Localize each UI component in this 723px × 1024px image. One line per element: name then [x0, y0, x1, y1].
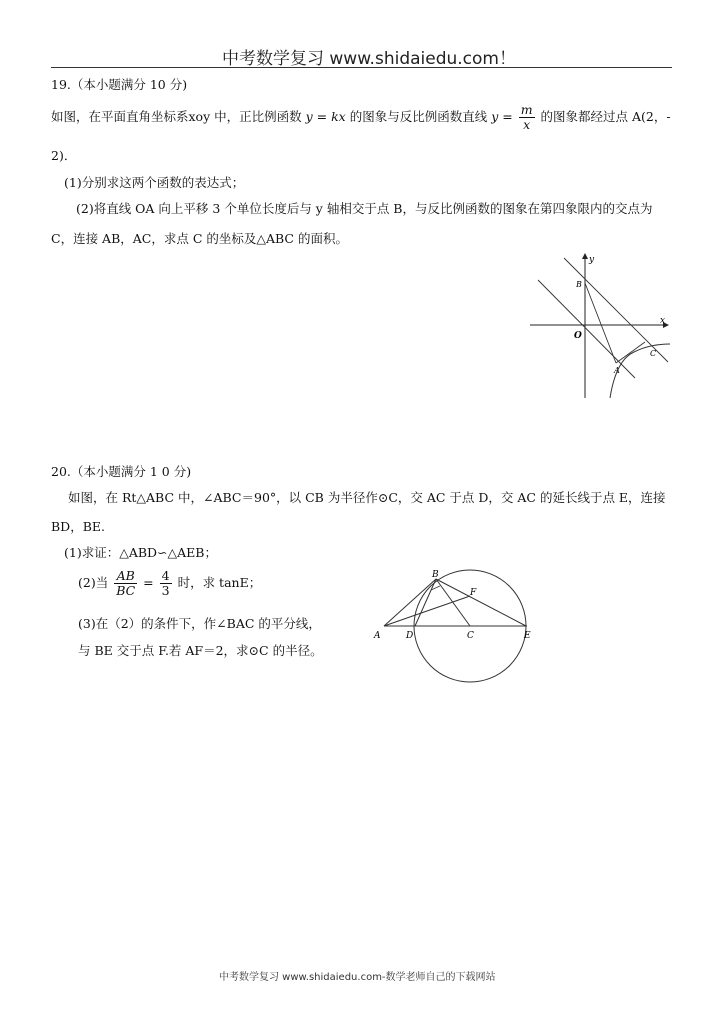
segment-bc [436, 579, 470, 626]
segment-af [384, 596, 470, 626]
q20-ratio-den: BC [116, 582, 136, 598]
label-c: C [467, 631, 474, 641]
q19-stem-line1 [51, 103, 671, 132]
label-y: y [589, 255, 595, 265]
q19-figure [530, 250, 672, 400]
header-rule [51, 67, 672, 68]
label-a: A [374, 631, 381, 641]
q19-stem-a: 如图，在平面直角坐标系xoy 中，正比例函数 [51, 108, 302, 124]
q20-part2-eq: = [143, 574, 154, 590]
label-a: A [614, 366, 620, 375]
label-d: D [406, 631, 414, 641]
segment-bd [415, 579, 436, 626]
segment-be [436, 579, 526, 626]
q19-eq2-lhs: y = [491, 108, 513, 124]
q19-stem-c: 的图象都经过点 A(2，- [540, 108, 671, 124]
label-x: x [660, 316, 666, 326]
segment-ab [384, 579, 436, 626]
q20-value-den: 3 [161, 582, 170, 598]
q20-part2 [78, 569, 261, 598]
q19-eq2-den: x [523, 116, 531, 132]
page-header: 中考数学复习 www.shidaiedu.com！ [222, 49, 516, 69]
q19-part2a: (2)将直线 OA 向上平移 3 个单位长度后与 y 轴相交于点 B，与反比例函数的图象在第四象限内的交点为 [76, 201, 653, 216]
label-f: F [470, 588, 477, 598]
q19-part1: (1)分别求这两个函数的表达式； [64, 175, 245, 190]
page-footer: 中考数学复习 www.shidaiedu.com-数学老师自己的下载网站 [219, 972, 496, 983]
label-b: B [576, 280, 582, 289]
label-e: E [524, 631, 531, 641]
q20-stem-a: 如图，在 Rt△ABC 中，∠ABC＝90°，以 CB 为半径作⊙C，交 AC 于点 D，交 AC 的延长线于点 E，连接 [68, 490, 666, 505]
q19-stem-b: 的图象与反比例函数直线 [349, 108, 488, 124]
q19-title: 19.（本小题满分 10 分) [51, 77, 188, 92]
q20-title: 20.（本小题满分 1 0 分) [51, 464, 192, 479]
q19-eq2-num: m [520, 102, 533, 117]
q20-ratio-fraction [114, 569, 137, 598]
q20-part2-pre: (2)当 [78, 574, 109, 590]
q20-value-num: 4 [161, 568, 170, 583]
q20-ratio-num: AB [114, 569, 137, 584]
label-b: B [432, 570, 439, 580]
q19-stem-d: 2)． [51, 148, 77, 163]
q20-part2-post: 时，求 tanE； [177, 574, 262, 590]
q20-part3b: 与 BE 交于点 F.若 AF＝2，求⊙C 的半径。 [78, 643, 323, 658]
q19-eq2-fraction [519, 103, 535, 132]
q20-part1: (1)求证：△ABD∽△AEB； [64, 545, 217, 560]
q19-part2b: C，连接 AB，AC，求点 C 的坐标及△ABC 的面积。 [51, 231, 348, 246]
label-o: O [574, 331, 582, 341]
q20-stem-b: BD，BE. [51, 519, 105, 534]
q20-part3a: (3)在（2）的条件下，作∠BAC 的平分线， [78, 616, 321, 631]
q20-value-fraction [160, 569, 172, 598]
q20-figure [372, 568, 538, 692]
q19-eq1: y = kx [305, 108, 346, 124]
label-c: C [650, 349, 657, 358]
